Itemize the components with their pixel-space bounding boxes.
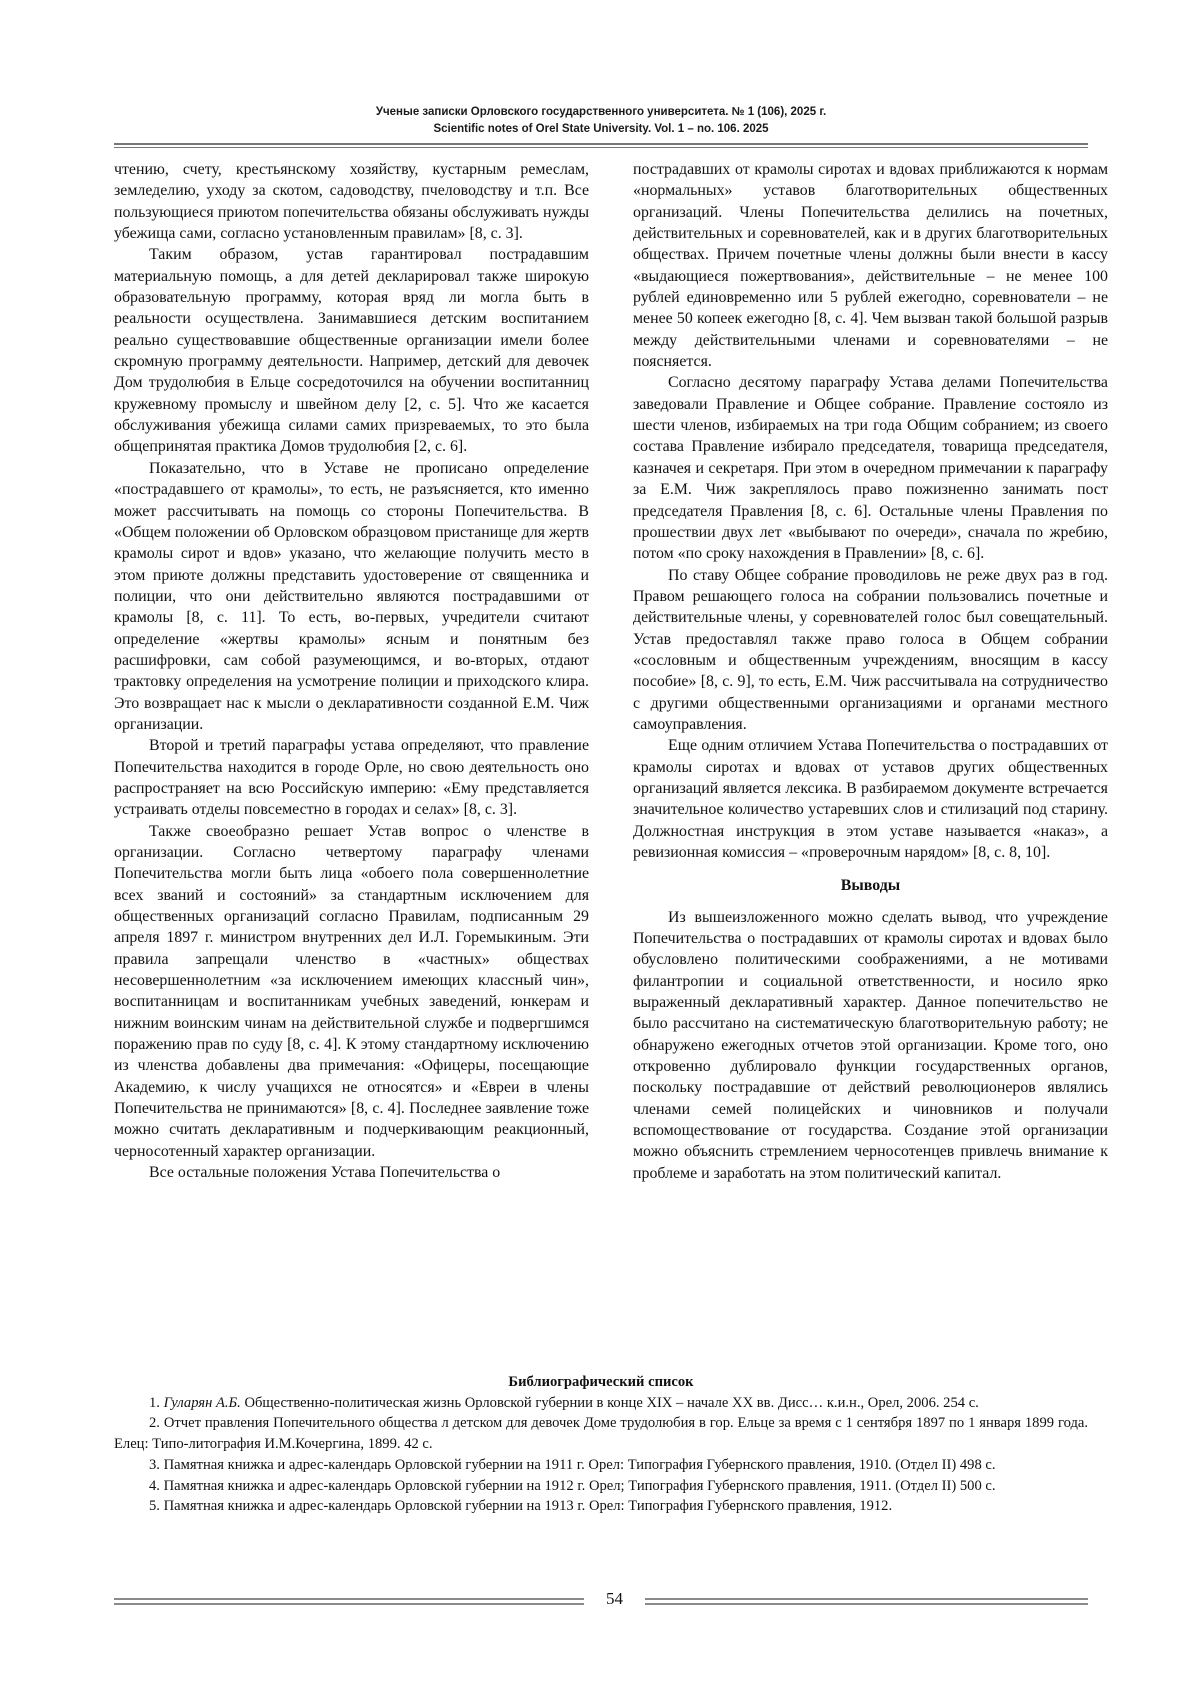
bibliography-item-number: 1. — [149, 1394, 160, 1411]
journal-header-en: Scientific notes of Orel State University. Vol. 1 – no. 106. 2025 — [433, 123, 769, 135]
body-paragraph: Согласно десятому параграфу Устава делами Попечительства заведовали Правление и Общее собрание. Правление состояло из шести членов, избираемых на три года Общим собранием; из своего состава Правление избирало председателя, товарища председателя, казначея и секретаря. При этом в очередном примечании к параграфу за Е.М. Чиж закреплялось право пожизненно занимать пост председателя Правления [8, с. 6]. Остальные члены Правления по прошествии двух лет «выбывают по очереди», сначала по жребию, потом «по сроку нахождения в Правлении» [8, с. 6]. — [633, 374, 1108, 563]
bibliography-item-number: 5. — [149, 1498, 160, 1515]
bibliography-item — [114, 1496, 1088, 1517]
body-paragraph: чтению, счету, крестьянскому хозяйству, кустарным ремеслам, земледелию, уходу за скотом, садоводству, пчеловодству и т.п. Все пользующиеся приютом попечительства обязаны обслуживать нужды убежища сами, согласно установленным правилам» [8, с. 3]. — [114, 161, 589, 243]
bibliography-item-text: Памятная книжка и адрес-календарь Орловской губернии на 1912 г. Орел; Типография Губернского правления, 1911. (Отдел II) 500 с. — [163, 1477, 996, 1494]
bibliography-item-number: 4. — [149, 1477, 160, 1494]
body-paragraph: Показательно, что в Уставе не прописано определение «пострадавшего от крамолы», то есть, не разъясняется, кто именно может рассчитывать на помощь со стороны Попечительства. В «Общем положении об Орловском образцовом пристанище для жертв крамолы сирот и вдов» указано, что желающие получить место в этом приюте должны представить удостоверение от священника и полиции, что они действительно являются пострадавшими от крамолы [8, с. 11]. То есть, во-первых, учредители считают определение «жертвы крамолы» ясным и понятным без расшифровки, сам собой разумеющимся, и во-вторых, отдают трактовку определения на усмотрение полиции и приходского клира. Это возвращает нас к мысли о декларативности созданной Е.М. Чиж организации. — [114, 459, 589, 733]
bibliography-item — [114, 1476, 1088, 1497]
footer-rule-right — [645, 1598, 1088, 1605]
bibliography — [114, 1372, 1088, 1517]
bibliography-item — [114, 1413, 1088, 1454]
page-number: 54 — [606, 1589, 623, 1608]
body-paragraph: Из вышеизложенного можно сделать вывод, что учреждение Попечительства о пострадавших от крамолы сиротах и вдовах было обусловлено политическими соображениями, а не мотивами филантропии и социальной ответственности, и носило ярко выраженный декларативный характер. Данное попечительство не было рассчитано на систематическую благотворительную работу; не обнаружено ежегодных отчетов этой организации. Кроме того, оно откровенно дублировало функции государственных органов, поскольку пострадавшие от действий революционеров являлись членами семей полицейских и чиновников и получали вспомоществование от государства. Создание этой организации можно объяснить стремлением черносотенцев привлечь внимание к проблеме и заработать на этом политический капитал. — [633, 908, 1108, 1182]
bibliography-item — [114, 1393, 1088, 1414]
body-paragraph: пострадавших от крамолы сиротах и вдовах приближаются к нормам «нормальных» уставов благотворительных общественных организаций. Члены Попечительства делились на почетных, действительных и соревнователей, как и в других благотворительных обществах. Причем почетные члены должны были внести в кассу «выдающиеся пожертвования», действительные – не менее 100 рублей единовременно или 5 рублей ежегодно, соревнователи – не менее 50 копеек ежегодно [8, с. 4]. Чем вызван такой большой разрыв между действительными членами и соревнователями – не поясняется. — [633, 161, 1108, 371]
bibliography-item — [114, 1455, 1088, 1476]
body-paragraph: По ставу Общее собрание проводиловь не реже двух раз в год. Правом решающего голоса на собрании пользовались почетные и действительные члены, у соревнователей голос был совещательный. Устав предоставлял также право голоса в Общем собрании «сословным и общественным учреждениям, вносящим в кассу пособие» [8, с. 9], то есть, Е.М. Чиж рассчитывала на сотрудничество с другими общественными организациями и органами местного самоуправления. — [633, 566, 1108, 733]
body-paragraph: Таким образом, устав гарантировал пострадавшим материальную помощь, а для детей декларировал также широкую образовательную программу, которая вряд ли могла быть в реальности осуществлена. Занимавшиеся детским воспитанием реально существовавшие общественные организации имели более скромную программу деятельности. Например, детский для девочек Дом трудолюбия в Ельце сосредоточился на обучении воспитанниц кружевному промыслу и швейном делу [2, с. 5]. Что же касается обслуживания убежища силами самих призреваемых, то это была общепринятая практика Домов трудолюбия [2, с. 6]. — [114, 246, 589, 456]
bibliography-item-author: Гуларян А.Б. — [163, 1394, 241, 1411]
left-column — [114, 159, 589, 1184]
bibliography-heading: Библиографический список — [508, 1374, 694, 1390]
body-paragraph: Также своеобразно решает Устав вопрос о членстве в организации. Согласно четвертому параграфу членами Попечительства могли быть лица «обоего пола совершеннолетние всех званий и состояний» за стандартным исключением для общественных организаций согласно Правилам, подписанным 29 апреля 1897 г. министром внутренних дел И.Л. Горемыкиным. Эти правила запрещали членство в «частных» обществах несовершеннолетним «за исключением имеющих классный чин», воспитанницам и воспитанникам учебных заведений, юнкерам и нижним воинским чинам на действительной службе и подвергшимся поражению прав по суду [8, с. 4]. К этому стандартному исключению из членства добавлены два примечания: «Офицеры, посещающие Академию, к числу учащихся не относятся» и «Евреи в члены Попечительства не принимаются» [8, с. 4]. Последнее заявление тоже можно считать декларативным и подчеркивающим реакционный, черносотенный характер организации. — [114, 822, 589, 1160]
header-rule-bottom — [114, 147, 1088, 148]
body-paragraph: Еще одним отличием Устава Попечительства о пострадавших от крамолы сиротах и вдовах от уставов других общественных организаций является лексика. В разбираемом документе встречается значительное количество устаревших слов и стилизаций под старину. Должностная инструкция в этом уставе называется «наказ», а ревизионная комиссия – «проверочным нарядом» [8, с. 8, 10]. — [633, 737, 1108, 861]
bibliography-item-text: Отчет правления Попечительного общества л детском для девочек Доме трудолюбия в гор. Ельце за время с 1 сентября 1897 по 1 января 1899 года. Елец: Типо-литография И.М.Кочергина, 1899. 42 с. — [114, 1415, 1088, 1453]
bibliography-item-number: 3. — [149, 1456, 160, 1473]
journal-header — [114, 104, 1088, 138]
right-column — [633, 159, 1108, 1184]
body-paragraph: Все остальные положения Устава Попечительства о — [149, 1164, 501, 1182]
footer-rule-left — [114, 1598, 584, 1605]
body-paragraph: Второй и третий параграфы устава определяют, что правление Попечительства находится в городе Орле, но свою деятельность оно распространяет на всю Российскую империю: «Ему представляется устраивать отделы повсеместно в городах и селах» [8, с. 3]. — [114, 737, 589, 819]
conclusions-heading: Выводы — [840, 877, 901, 895]
bibliography-item-text: Памятная книжка и адрес-календарь Орловской губернии на 1911 г. Орел: Типография Губернского правления, 1910. (Отдел II) 498 с. — [163, 1456, 996, 1473]
header-rule-top — [114, 143, 1088, 145]
bibliography-item-text: Общественно-политическая жизнь Орловской губернии в конце XIX – начале XX вв. Дисс… к.и.н., Орел, 2006. 254 с. — [244, 1394, 979, 1411]
bibliography-item-text: Памятная книжка и адрес-календарь Орловской губернии на 1913 г. Орел: Типография Губернского правления, 1912. — [163, 1498, 893, 1515]
bibliography-item-number: 2. — [149, 1415, 160, 1432]
journal-header-ru: Ученые записки Орловского государственного университета. № 1 (106), 2025 г. — [375, 106, 827, 118]
